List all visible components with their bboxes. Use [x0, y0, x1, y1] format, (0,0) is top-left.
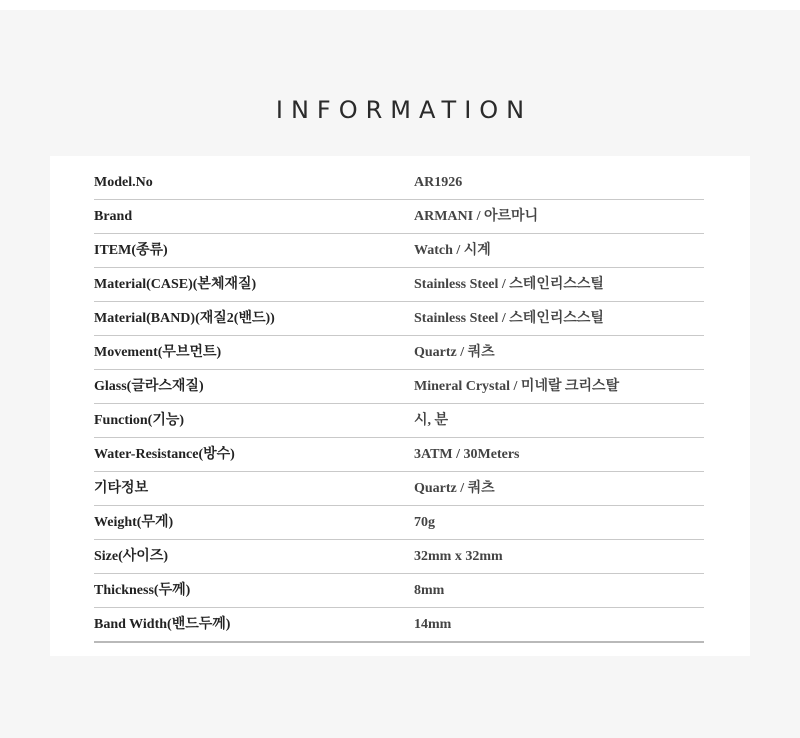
row-value: AR1926 — [414, 175, 463, 190]
table-row — [94, 608, 704, 643]
row-value: Stainless Steel / 스테인리스스틸 — [414, 277, 604, 292]
row-label: Movement(무브먼트) — [94, 345, 222, 360]
row-label: Band Width(밴드두께) — [94, 617, 231, 632]
table-row — [94, 268, 704, 302]
table-row — [94, 472, 704, 506]
table-row — [94, 540, 704, 574]
background-panel — [0, 10, 800, 738]
row-value: 14mm — [414, 617, 452, 632]
table-row — [94, 166, 704, 200]
info-card — [50, 156, 750, 656]
table-row — [94, 234, 704, 268]
row-value: Quartz / 쿼츠 — [414, 481, 495, 496]
table-row — [94, 438, 704, 472]
row-value: 3ATM / 30Meters — [414, 447, 520, 462]
table-row — [94, 302, 704, 336]
table-row — [94, 200, 704, 234]
table-row — [94, 506, 704, 540]
row-value: 시, 분 — [414, 413, 449, 428]
row-value: 8mm — [414, 583, 445, 598]
row-label: Brand — [94, 209, 133, 224]
row-value: 32mm x 32mm — [414, 549, 503, 564]
row-label: Water-Resistance(방수) — [94, 447, 235, 462]
row-label: ITEM(종류) — [94, 243, 168, 258]
row-value: ARMANI / 아르마니 — [414, 209, 539, 224]
row-label: Size(사이즈) — [94, 549, 168, 564]
spec-table — [94, 166, 704, 643]
row-value: 70g — [414, 515, 435, 530]
row-label: Function(기능) — [94, 413, 185, 428]
table-row — [94, 574, 704, 608]
table-row — [94, 370, 704, 404]
row-value: Watch / 시계 — [414, 243, 491, 258]
section-title: INFORMATION — [275, 96, 533, 124]
row-label: Model.No — [94, 175, 153, 190]
table-row — [94, 336, 704, 370]
row-label: Material(BAND)(재질2(밴드)) — [94, 311, 275, 326]
table-row — [94, 404, 704, 438]
row-value: Quartz / 쿼츠 — [414, 345, 495, 360]
row-label: Thickness(두께) — [94, 583, 191, 598]
row-label: Material(CASE)(본체재질) — [94, 277, 257, 292]
row-value: Mineral Crystal / 미네랄 크리스탈 — [414, 379, 620, 394]
row-label: 기타정보 — [94, 481, 149, 496]
row-label: Glass(글라스재질) — [94, 379, 204, 394]
row-label: Weight(무게) — [94, 515, 174, 530]
row-value: Stainless Steel / 스테인리스스틸 — [414, 311, 604, 326]
